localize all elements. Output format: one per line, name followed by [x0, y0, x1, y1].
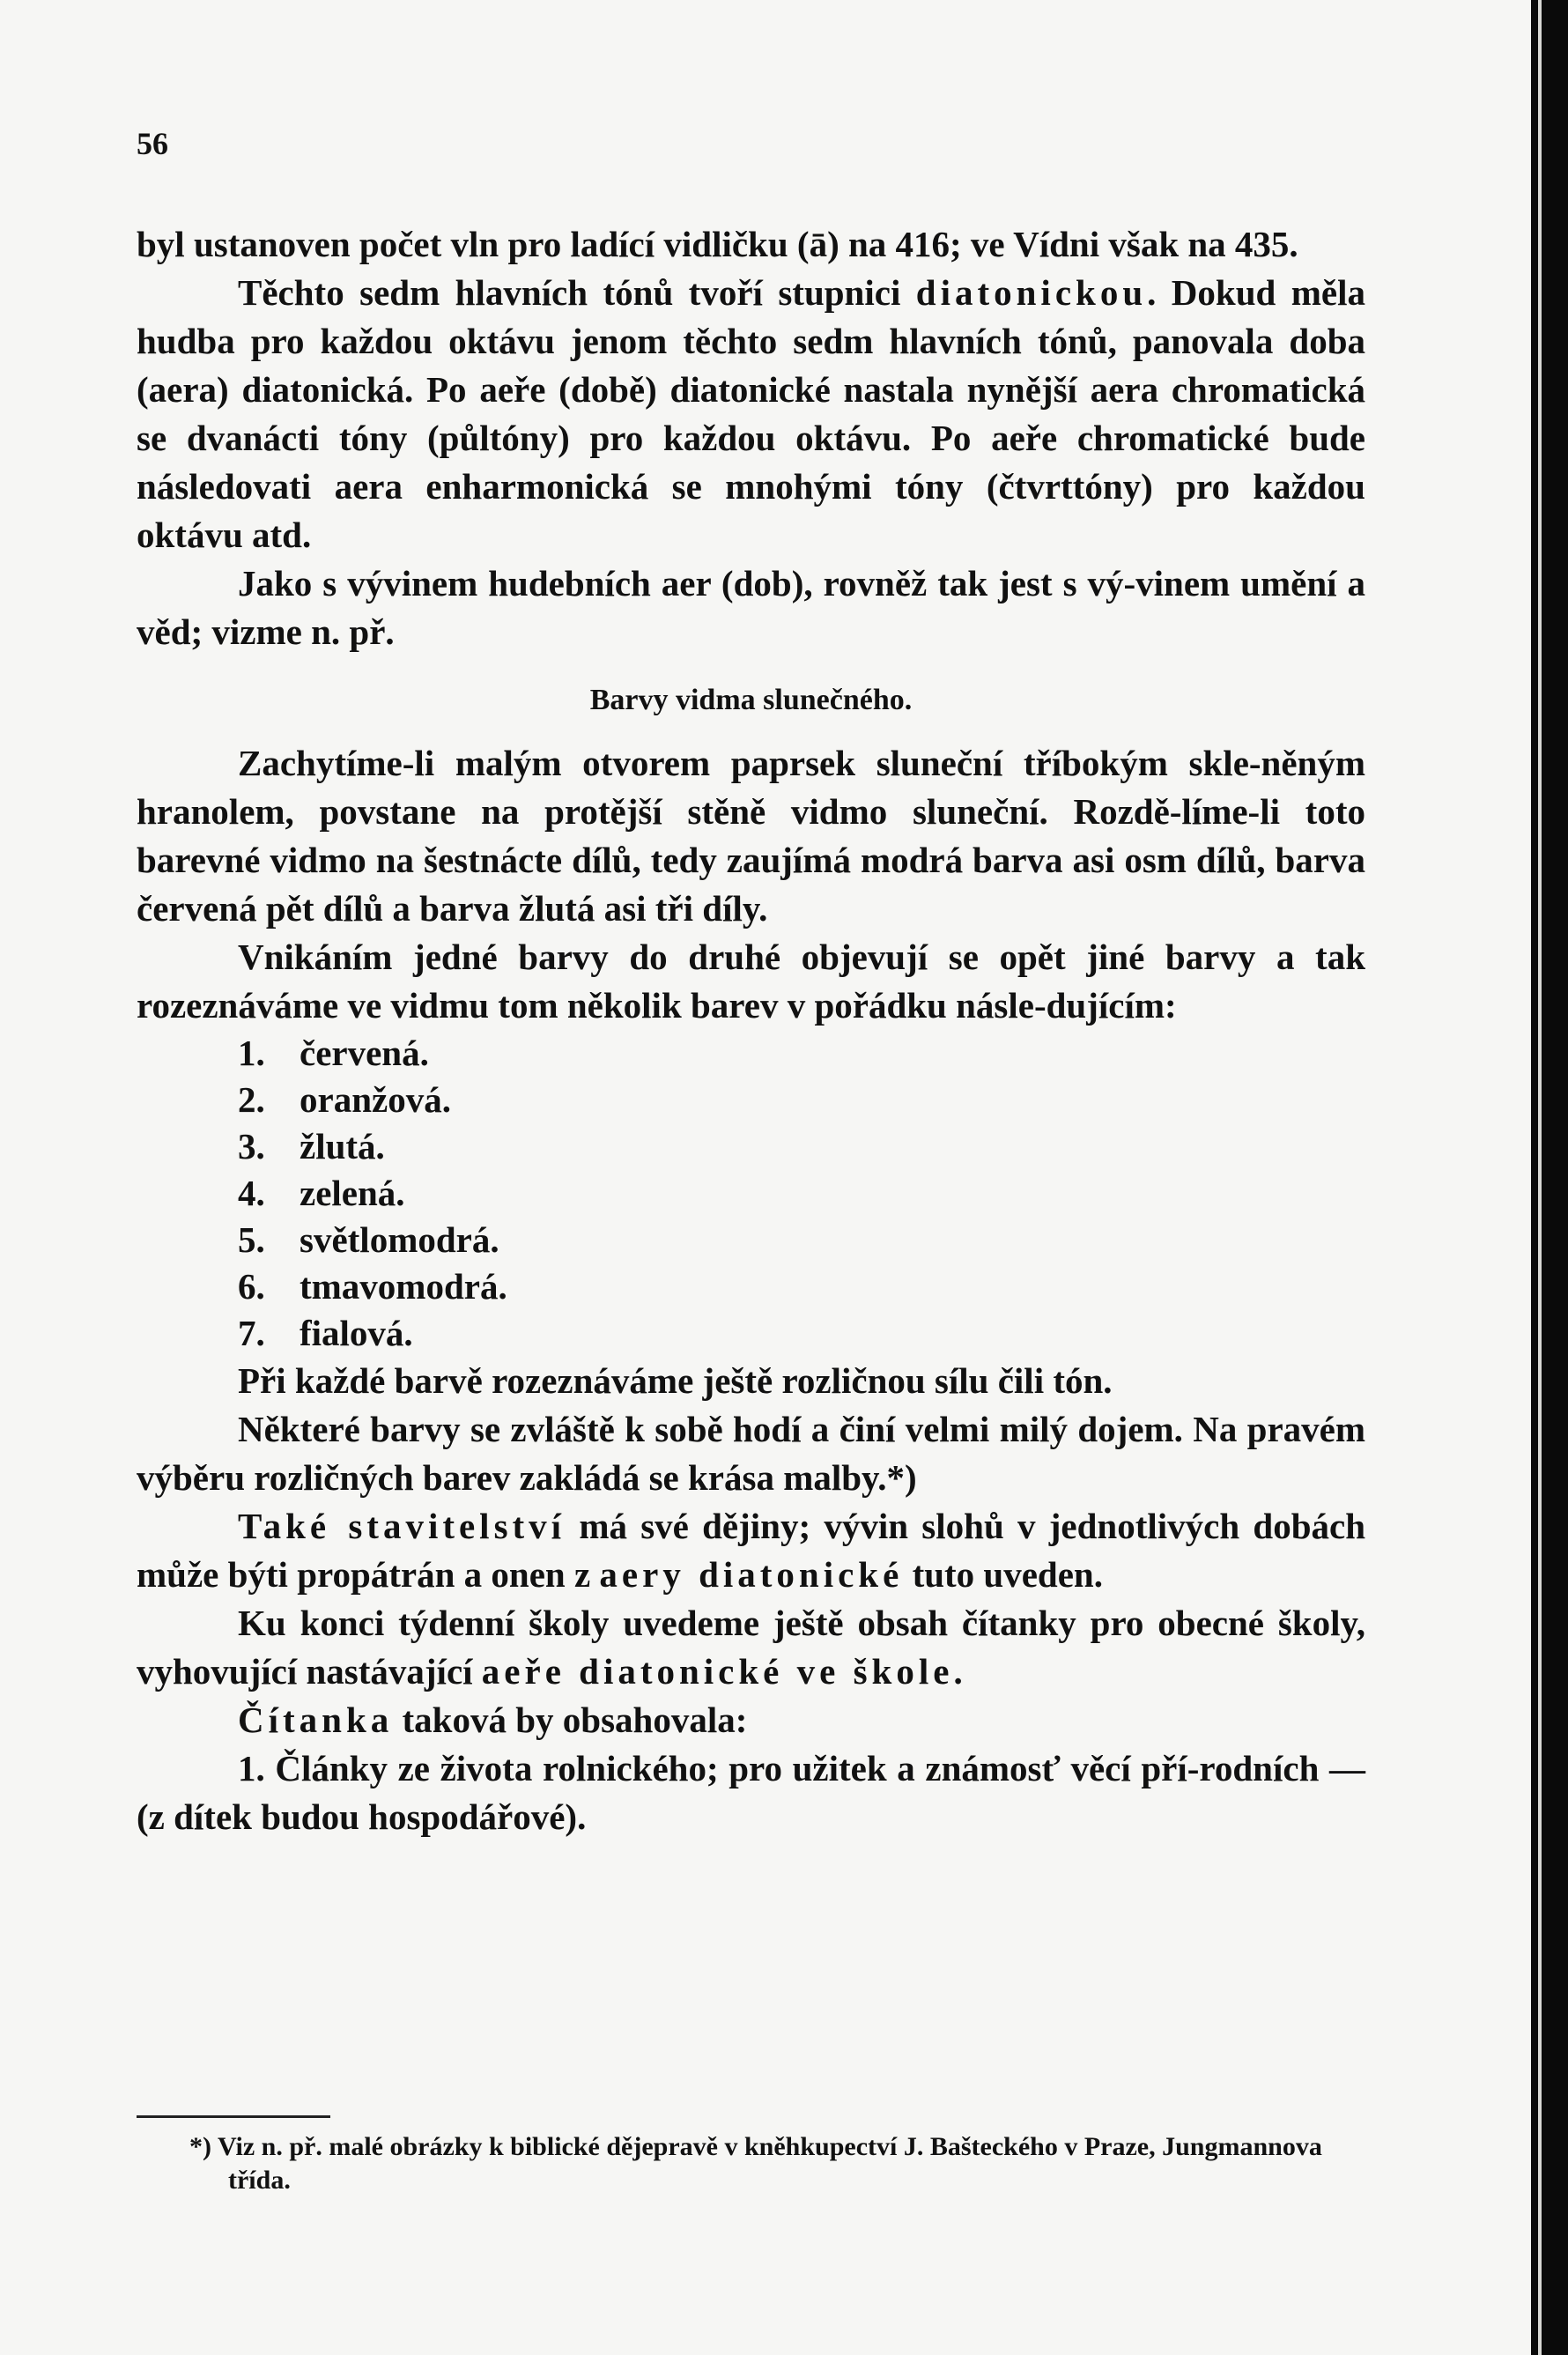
- paragraph-text: Ku konci týdenní školy uvedeme ještě obsah čítanky pro obecné školy, vyhovující nastávající: [137, 1603, 1365, 1692]
- emphasis-aery-diatonicke: aery diatonické: [599, 1554, 904, 1595]
- list-item-label: tmavomodrá.: [300, 1266, 507, 1307]
- paragraph-colors-intro: [137, 933, 1365, 1030]
- paragraph-prism: [137, 739, 1365, 933]
- paragraph-text: byl ustanoven počet vln pro ladící vidličku (ā) na 416; ve Vídni však na 435.: [137, 224, 1298, 264]
- paragraph-tuning-fork: [137, 220, 1365, 269]
- section-heading: Barvy vidma slunečného.: [589, 684, 913, 716]
- paragraph-text: má své dějiny; vývin slohů v jednotlivých dobách může býti propátrán a onen z: [137, 1506, 1365, 1595]
- scan-edge: [1531, 0, 1568, 2355]
- scan-edge-line: [1538, 0, 1542, 2355]
- paragraph-development: [137, 559, 1365, 656]
- paragraph-articles: [137, 1744, 1365, 1841]
- paragraph-citanka: [137, 1696, 1365, 1744]
- footnote: *) Viz n. př. malé obrázky k biblické dějepravě v kněhkupectví J. Bašteckého v Praze, Jungmannova třída.: [189, 2132, 1322, 2195]
- list-item: [137, 1263, 1365, 1310]
- list-item: [137, 1217, 1365, 1263]
- page-body: [137, 220, 1365, 1841]
- list-item: [137, 1030, 1365, 1077]
- paragraph-reader: [137, 1599, 1365, 1696]
- paragraph-architecture: [137, 1502, 1365, 1599]
- paragraph-text: 1. Články ze života rolnického; pro užitek a známosť věcí pří-rodních — (z dítek budou hospodářové).: [137, 1748, 1365, 1837]
- list-item-number: 3.: [238, 1126, 265, 1166]
- paragraph-text: Vnikáním jedné barvy do druhé objevují se opět jiné barvy a tak rozeznáváme ve vidmu tom několik barev v pořádku násle-dujícím:: [137, 937, 1365, 1026]
- list-item: [137, 1310, 1365, 1357]
- list-item: [137, 1123, 1365, 1170]
- page-number: 56: [137, 126, 168, 161]
- list-item-label: fialová.: [300, 1313, 413, 1353]
- list-item: [137, 1077, 1365, 1123]
- emphasis-citanka: Čítanka: [238, 1700, 394, 1740]
- list-item-number: 2.: [238, 1079, 265, 1120]
- list-item-label: zelená.: [300, 1173, 405, 1213]
- paragraph-diatonic-scale: [137, 269, 1365, 559]
- paragraph-text: taková by obsahovala:: [393, 1700, 748, 1740]
- paragraph-text: Při každé barvě rozeznáváme ještě rozličnou sílu čili tón.: [238, 1360, 1113, 1401]
- paragraph-text: tuto uveden.: [903, 1554, 1103, 1595]
- paragraph-text: . Dokud měla hudba pro každou oktávu jenom těchto sedm hlavních tónů, panovala doba (aera) diatonická. Po aeře (době) diatonické nastala nynější aera chromatická se dvanácti tóny (půltóny) pro každou oktávu. Po aeře chromatické bude následovati aera enharmonická se mnohými tóny (čtvrttóny) pro každou oktávu atd.: [137, 272, 1365, 555]
- list-item-label: červená.: [300, 1033, 429, 1073]
- paragraph-text: Jako s vývinem hudebních aer (dob), rovněž tak jest s vý-vinem umění a věd; vizme n. př.: [137, 563, 1365, 652]
- paragraph-text: Těchto sedm hlavních tónů tvoří stupnici: [238, 272, 916, 313]
- list-item-number: 4.: [238, 1173, 265, 1213]
- paragraph-text: Některé barvy se zvláště k sobě hodí a činí velmi milý dojem. Na pravém výběru rozličných barev zakládá se krása malby.*): [137, 1409, 1365, 1498]
- list-item-label: žlutá.: [300, 1126, 385, 1166]
- emphasis-stavitelstvi: Také stavitelství: [238, 1506, 566, 1546]
- list-item-label: světlomodrá.: [300, 1219, 499, 1260]
- colors-list: [137, 1030, 1365, 1357]
- emphasis-aere-diatonicke: aeře diatonické ve škole: [481, 1651, 954, 1692]
- list-item: [137, 1170, 1365, 1217]
- emphasis-diatonickou: diatonickou: [915, 272, 1148, 313]
- list-item-number: 1.: [238, 1033, 265, 1073]
- list-item-number: 7.: [238, 1313, 265, 1353]
- list-item-number: 5.: [238, 1219, 265, 1260]
- paragraph-impression: [137, 1405, 1365, 1502]
- paragraph-text: Zachytíme-li malým otvorem paprsek sluneční tříbokým skle-něným hranolem, povstane na protější stěně vidmo sluneční. Rozdě-líme-li toto barevné vidmo na šestnácte dílů, tedy zaujímá modrá barva asi osm dílů, barva červená pět dílů a barva žlutá asi tři díly.: [137, 743, 1365, 929]
- paragraph-text: .: [953, 1651, 963, 1692]
- footnote-divider: [137, 2115, 330, 2118]
- paragraph-tone: [137, 1357, 1365, 1405]
- list-item-number: 6.: [238, 1266, 265, 1307]
- list-item-label: oranžová.: [300, 1079, 451, 1120]
